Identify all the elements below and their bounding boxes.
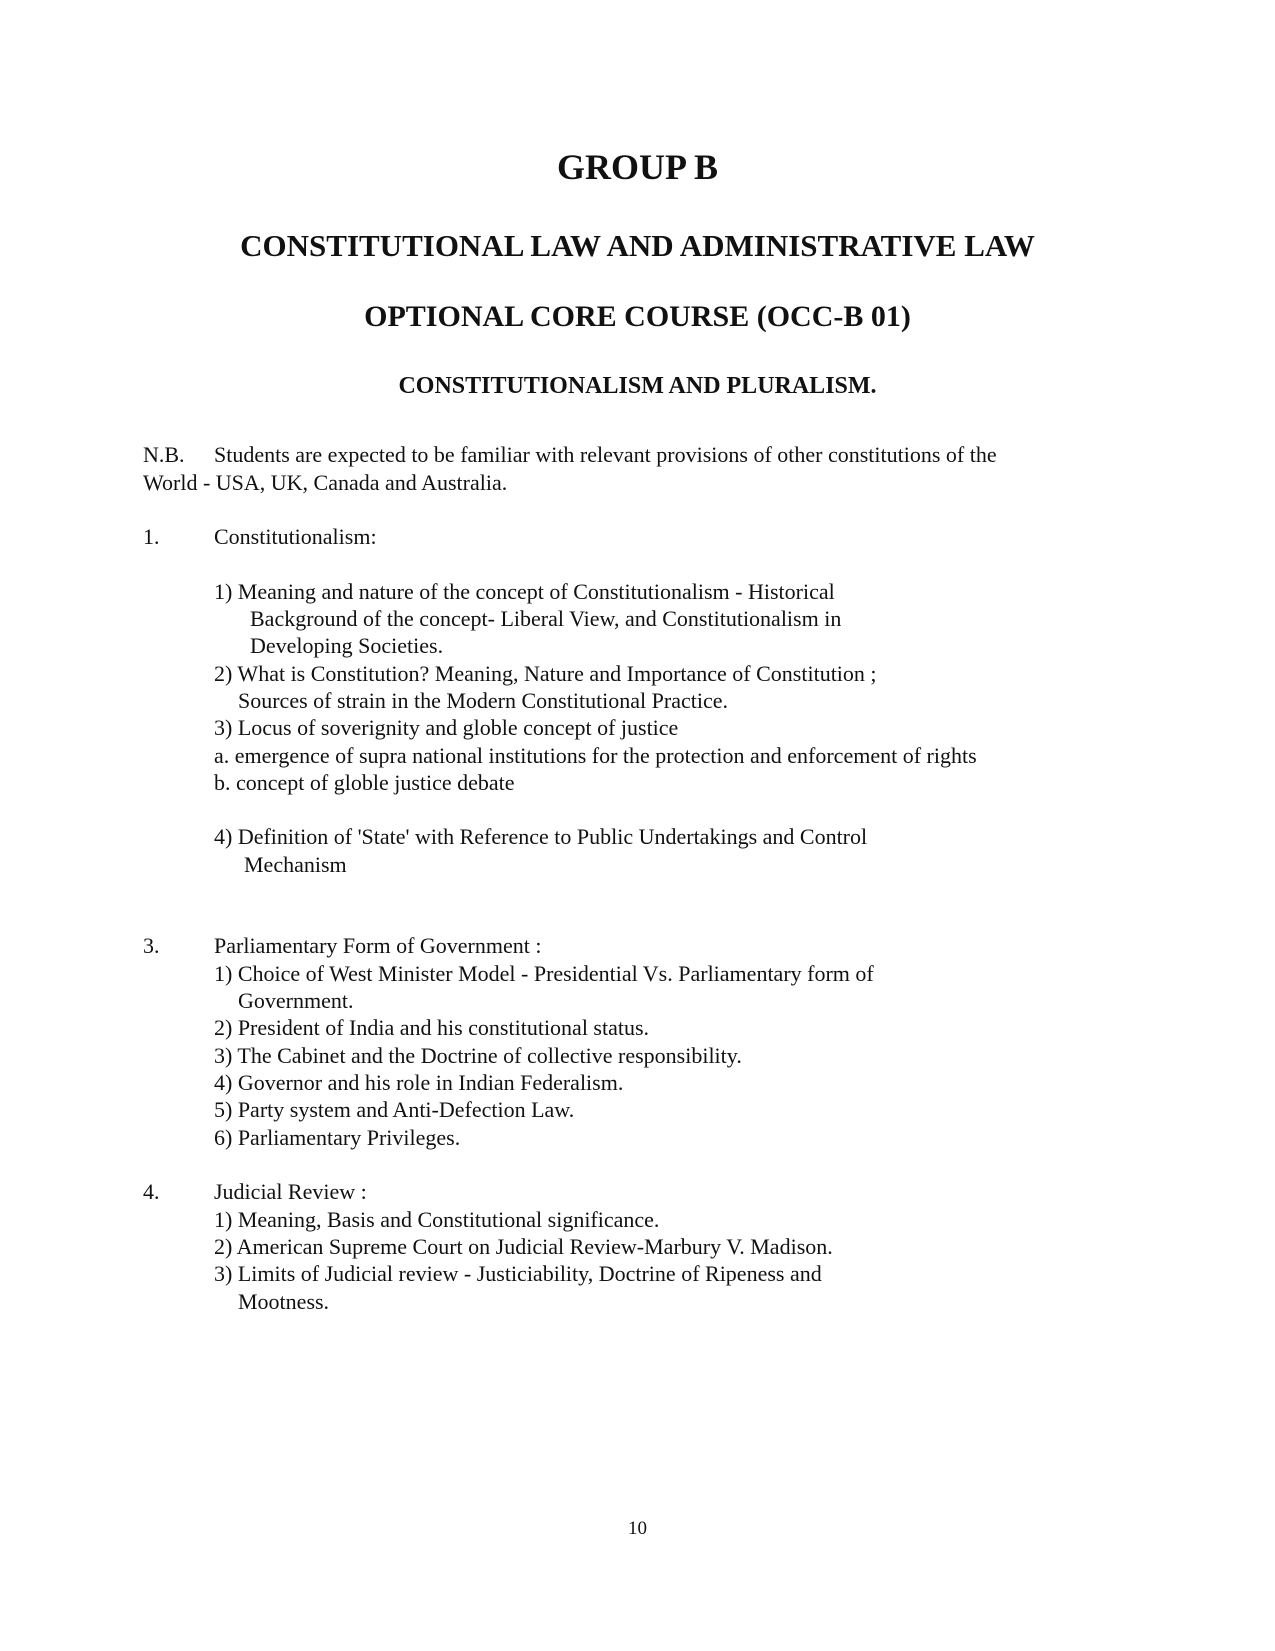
list-item: Mootness. (238, 1289, 330, 1314)
list-item: 3) The Cabinet and the Doctrine of collective responsibility. (214, 1043, 742, 1068)
list-item: Sources of strain in the Modern Constitutional Practice. (238, 688, 729, 713)
section-1-title: Constitutionalism: (214, 524, 377, 549)
course-subtitle: CONSTITUTIONALISM AND PLURALISM. (398, 373, 877, 399)
list-item: Mechanism (244, 852, 347, 877)
note-label: N.B. (143, 442, 185, 467)
list-item: b. concept of globle justice debate (214, 770, 515, 795)
section-3-number: 3. (143, 933, 160, 958)
course-title: OPTIONAL CORE COURSE (OCC-B 01) (364, 300, 911, 333)
section-1-number: 1. (143, 524, 160, 549)
list-item: 2) President of India and his constitutional status. (214, 1015, 650, 1040)
list-item: 3) Locus of soverignity and globle concept of justice (214, 715, 679, 740)
section-4-title: Judicial Review : (214, 1179, 367, 1204)
section-4-number: 4. (143, 1179, 160, 1204)
list-item: Developing Societies. (250, 633, 444, 658)
list-item: 4) Governor and his role in Indian Federalism. (214, 1070, 624, 1095)
list-item: 4) Definition of 'State' with Reference to Public Undertakings and Control (214, 824, 868, 849)
note-line-2: World - USA, UK, Canada and Australia. (143, 470, 508, 495)
list-item: 6) Parliamentary Privileges. (214, 1125, 461, 1150)
section-3-title: Parliamentary Form of Government : (214, 933, 542, 958)
list-item: 3) Limits of Judicial review - Justiciability, Doctrine of Ripeness and (214, 1261, 822, 1286)
subject-title: CONSTITUTIONAL LAW AND ADMINISTRATIVE LAW (240, 228, 1035, 263)
note-line-1: Students are expected to be familiar with relevant provisions of other constitutions of the (214, 442, 997, 467)
list-item: 2) What is Constitution? Meaning, Nature and Importance of Constitution ; (214, 661, 877, 686)
list-item: 1) Meaning and nature of the concept of Constitutionalism - Historical (214, 579, 835, 604)
list-item: 5) Party system and Anti-Defection Law. (214, 1097, 575, 1122)
list-item: 2) American Supreme Court on Judicial Review-Marbury V. Madison. (214, 1234, 833, 1259)
group-heading: GROUP B (556, 147, 718, 187)
list-item: Background of the concept- Liberal View, and Constitutionalism in (250, 606, 842, 631)
list-item: 1) Choice of West Minister Model - Presidential Vs. Parliamentary form of (214, 961, 874, 986)
list-item: Government. (238, 988, 354, 1013)
list-item: 1) Meaning, Basis and Constitutional significance. (214, 1207, 660, 1232)
list-item: a. emergence of supra national institutions for the protection and enforcement of rights (214, 743, 977, 768)
page-number: 10 (628, 1518, 647, 1539)
